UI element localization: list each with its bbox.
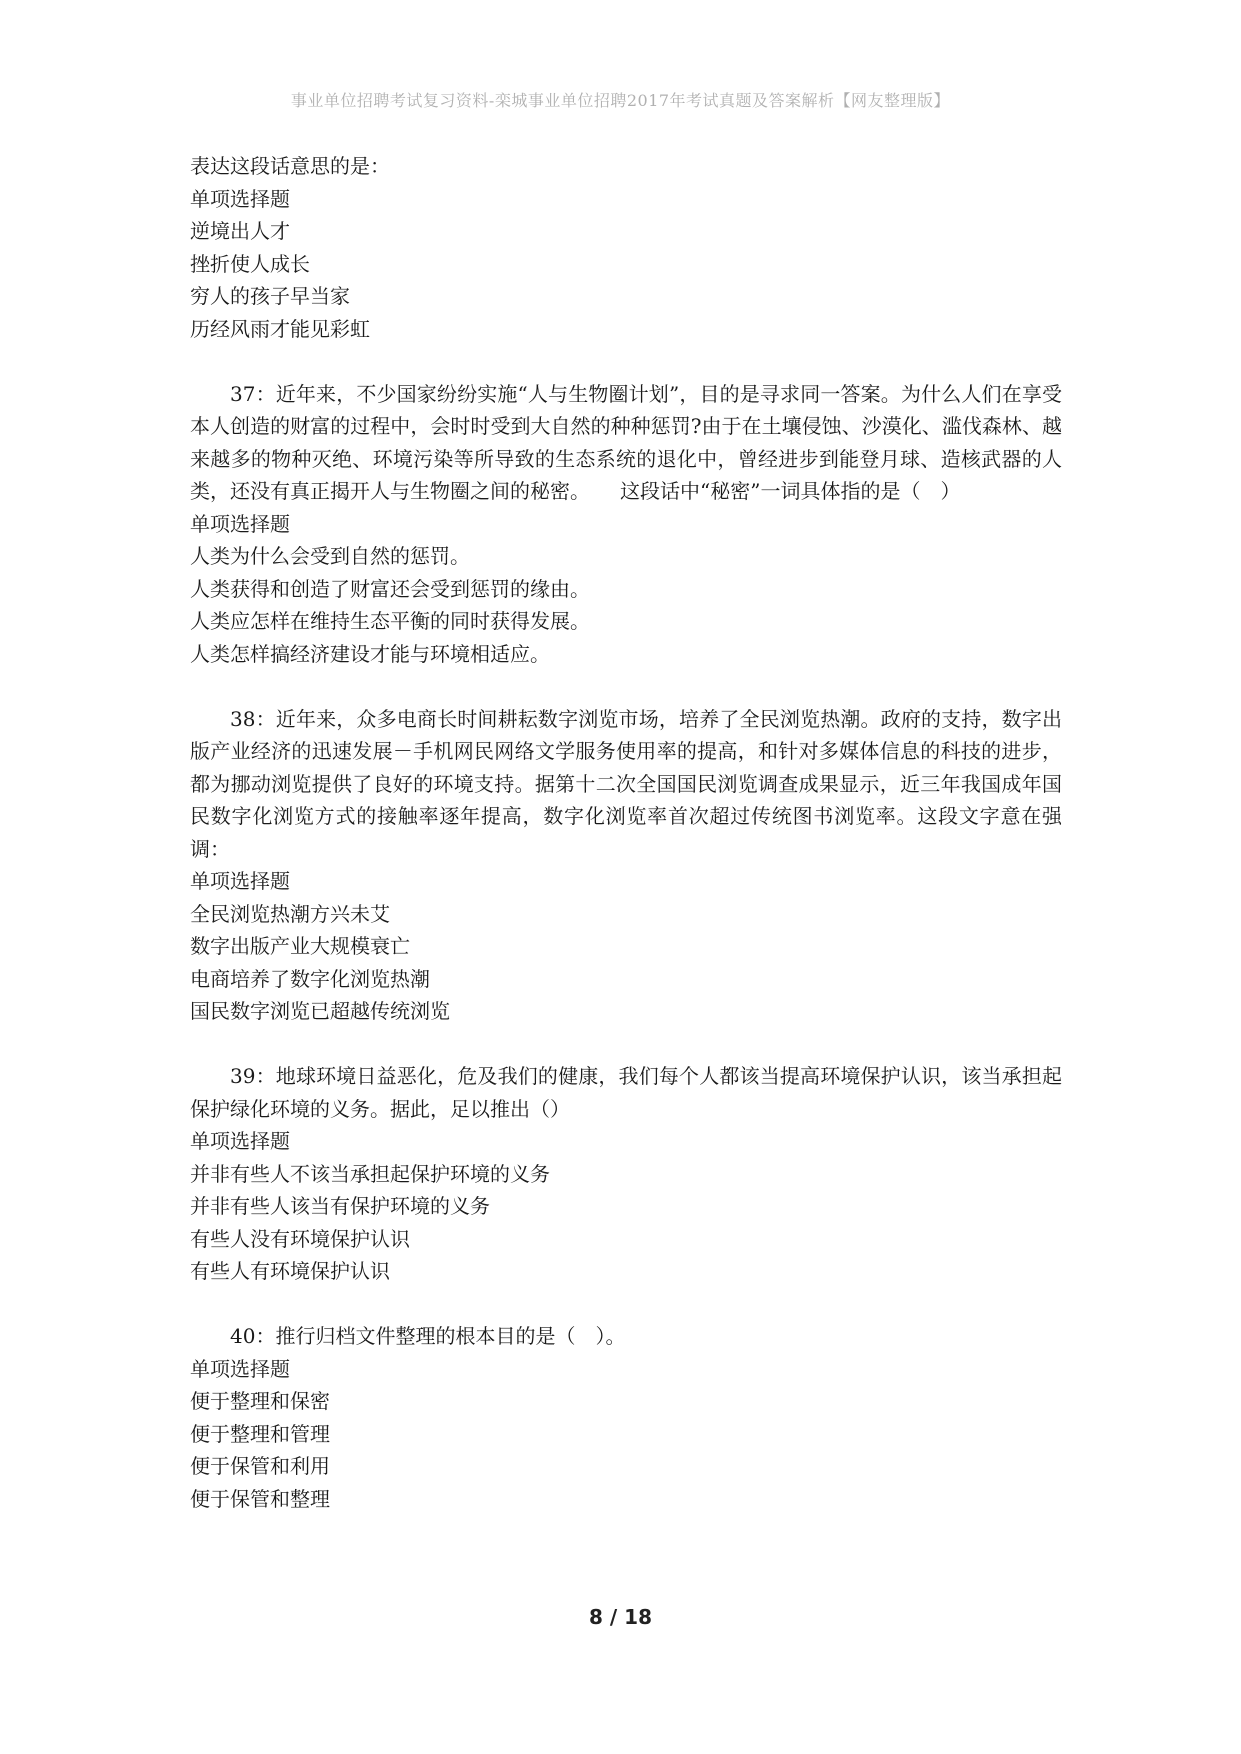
question-type: 单项选择题 (190, 1129, 290, 1153)
option: 历经风雨才能见彩虹 (190, 316, 370, 341)
option: 有些人有环境保护认识 (190, 1259, 390, 1283)
question-type: 单项选择题 (190, 511, 290, 536)
question-stem: 37：近年来，不少国家纷纷实施“人与生物圈计划”，目的是寻求同一答案。为什么人们在享受本人创造的财富的过程中，会时时受到大自然的种种惩罚?由于在土壤侵蚀、沙漠化、滥伐森林、越来越多的物种灭绝、环境污染等所导致的生态系统的退化中，曾经进步到能登月球、造核武器的人类，还没有真正揭开人与生物圈之间的秘密。 这段话中“秘密”一词具体指的是（ ） (190, 381, 1062, 503)
option: 并非有些人该当有保护环境的义务 (190, 1194, 490, 1218)
question-type: 单项选择题 (190, 186, 290, 211)
question-type: 单项选择题 (190, 869, 290, 893)
option: 人类为什么会受到自然的惩罚。 (190, 544, 470, 568)
option: 电商培养了数字化浏览热潮 (190, 966, 430, 991)
option: 便于保管和利用 (190, 1454, 330, 1478)
option: 人类获得和创造了财富还会受到惩罚的缘由。 (190, 576, 590, 601)
option: 人类怎样搞经济建设才能与环境相适应。 (190, 641, 550, 666)
option: 便于整理和保密 (190, 1389, 330, 1413)
question-stem: 40：推行归档文件整理的根本目的是（ ）。 (230, 1324, 626, 1348)
option: 并非有些人不该当承担起保护环境的义务 (190, 1161, 550, 1186)
page-header: 事业单位招聘考试复习资料-栾城事业单位招聘2017年考试真题及答案解析【网友整理版】 (290, 91, 951, 110)
option: 挫折使人成长 (190, 251, 310, 276)
question-36 (190, 150, 1062, 345)
option: 逆境出人才 (190, 219, 290, 243)
option: 人类应怎样在维持生态平衡的同时获得发展。 (190, 609, 590, 633)
option: 数字出版产业大规模衰亡 (190, 934, 410, 958)
question-39 (190, 1060, 1062, 1288)
question-38 (190, 703, 1062, 1028)
option: 便于整理和管理 (190, 1421, 330, 1446)
option: 穷人的孩子早当家 (190, 284, 350, 308)
question-stem: 38：近年来，众多电商长时间耕耘数字浏览市场，培养了全民浏览热潮。政府的支持，数字出版产业经济的迅速发展－手机网民网络文学服务使用率的提高，和针对多媒体信息的科技的进步，都为挪动浏览提供了良好的环境支持。据第十二次全国国民浏览调查成果显示，近三年我国成年国民数字化浏览方式的接触率逐年提高，数字化浏览率首次超过传统图书浏览率。这段文字意在强调： (190, 706, 1062, 861)
option: 有些人没有环境保护认识 (190, 1226, 410, 1251)
question-40 (190, 1320, 1062, 1515)
page-number: 8 / 18 (589, 1605, 652, 1629)
question-stem: 39：地球环境日益恶化，危及我们的健康，我们每个人都该当提高环境保护认识，该当承担起保护绿化环境的义务。据此，足以推出（） (190, 1064, 1062, 1121)
question-type: 单项选择题 (190, 1356, 290, 1381)
option: 国民数字浏览已超越传统浏览 (190, 999, 450, 1023)
question-37 (190, 378, 1062, 671)
question-stem: 表达这段话意思的是： (190, 154, 390, 178)
option: 全民浏览热潮方兴未艾 (190, 901, 390, 926)
option: 便于保管和整理 (190, 1486, 330, 1511)
document-body (190, 150, 1062, 1515)
